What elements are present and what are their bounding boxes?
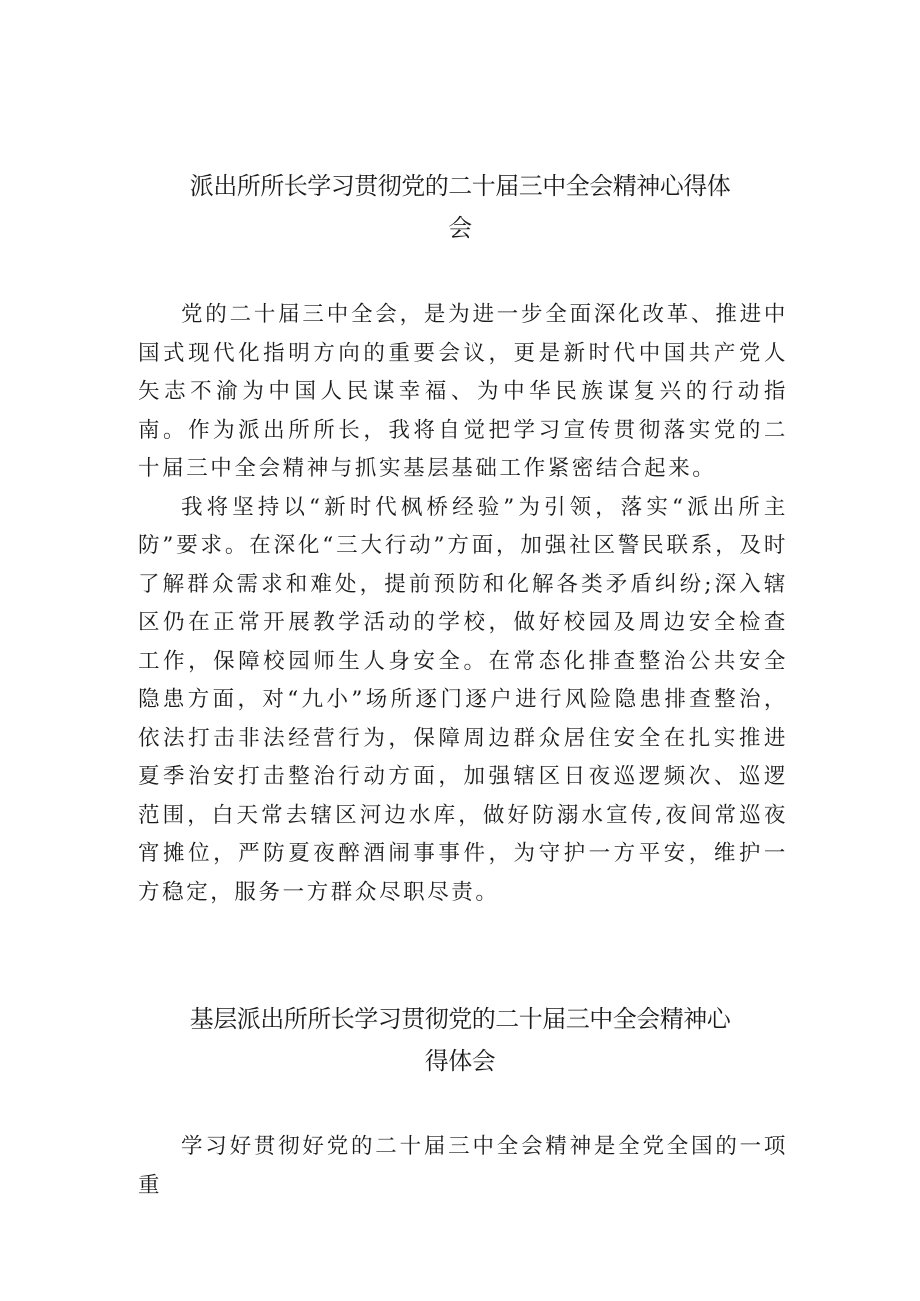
section-1-paragraph-2: 我将坚持以“新时代枫桥经验”为引领，落实“派出所主防”要求。在深化“三大行动”方面，加强社区警民联系，及时了解群众需求和难处，提前预防和化解各类矛盾纠纷;深入辖区仍在正常开展教学活动的学校，做好校园及周边安全检查工作，保障校园师生人身安全。在常态化排查整治公共安全隐患方面，对“九小”场所逐门逐户进行风险隐患排查整治，依法打击非法经营行为，保障周边群众居住安全在扎实推进夏季治安打击整治行动方面，加强辖区日夜巡逻频次、巡逻范围，白天常去辖区河边水库，做好防溺水宣传,夜间常巡夜宵摊位，严防夏夜醉酒闹事事件，为守护一方平安，维护一方稳定，服务一方群众尽职尽责。 xyxy=(138,494,788,905)
section-2-title-line-1: 基层派出所所长学习贯彻党的二十届三中全会精神心 xyxy=(189,1005,731,1033)
section-2-body xyxy=(138,1128,788,1205)
section-1-body xyxy=(138,296,788,912)
section-1-paragraph-1: 党的二十届三中全会，是为进一步全面深化改革、推进中国式现代化指明方向的重要会议，更是新时代中国共产党人矢志不渝为中国人民谋幸福、为中华民族谋复兴的行动指南。作为派出所所长，我将自觉把学习宣传贯彻落实党的二十届三中全会精神与抓实基层基础工作紧密结合起来。 xyxy=(138,302,788,481)
section-1-title-line-2: 会 xyxy=(448,214,472,242)
section-1-title-line-1: 派出所所长学习贯彻党的二十届三中全会精神心得体 xyxy=(189,172,731,200)
section-2-title xyxy=(0,998,920,1082)
section-2-title-line-2: 得体会 xyxy=(424,1047,496,1075)
section-1-title xyxy=(0,165,920,249)
section-2-paragraph-1: 学习好贯彻好党的二十届三中全会精神是全党全国的一项重 xyxy=(138,1134,788,1198)
